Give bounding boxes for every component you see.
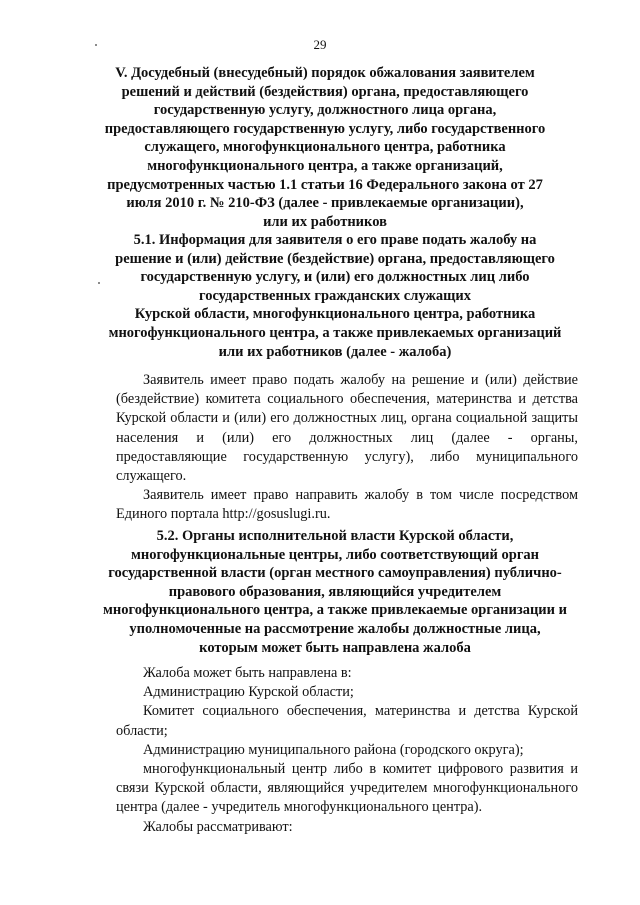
scan-speck — [95, 44, 97, 46]
heading-line: уполномоченные на рассмотрение жалобы должностные лица, — [129, 620, 541, 637]
heading-line: решений и действий (бездействия) органа, предоставляющего — [121, 83, 529, 100]
complaint-rights-paragraphs — [116, 371, 578, 525]
paragraph-line: Администрацию Курской области; — [143, 684, 354, 701]
paragraph-line: предоставляющие государственную услугу), либо муниципального — [116, 448, 578, 465]
heading-line: государственную услугу, должностного лица органа, — [153, 102, 497, 119]
heading-line: многофункционального центра, а также привлекаемые организации и — [103, 602, 567, 619]
heading-line: 5.1. Информация для заявителя о его праве подать жалобу на — [133, 232, 537, 248]
section-5-heading — [90, 64, 560, 231]
paragraph-line: связи Курской области, являющийся учредителем многофункционального — [116, 780, 578, 797]
scan-speck — [98, 282, 100, 284]
paragraph-line: (бездействие) комитета социального обеспечения, материнства и детства — [116, 391, 578, 408]
heading-line: или их работников — [263, 213, 387, 230]
heading-line: предоставляющего государственную услугу, либо государственного — [104, 120, 546, 137]
paragraph-line: Курской области и (или) его должностных лиц, органа социальной защиты — [116, 410, 578, 427]
heading-line: которым может быть направлена жалоба — [199, 639, 471, 656]
complaint-recipients-paragraphs — [116, 664, 578, 837]
heading-line: или их работников (далее - жалоба) — [218, 343, 452, 360]
heading-line: июля 2010 г. № 210-ФЗ (далее - привлекаемые организации), — [126, 195, 524, 212]
heading-line: решение и (или) действие (бездействие) органа, предоставляющего — [115, 250, 555, 267]
paragraph-line: Жалобы рассматривают: — [143, 818, 293, 835]
heading-line: Курской области, многофункционального центра, работника — [134, 306, 536, 323]
paragraph-line: Заявитель имеет право направить жалобу в том числе посредством — [143, 487, 578, 504]
heading-line: V. Досудебный (внесудебный) порядок обжалования заявителем — [115, 65, 535, 81]
heading-line: многофункциональные центры, либо соответствующий орган — [130, 546, 540, 563]
paragraph-line: Единого портала http://gosuslugi.ru. — [116, 506, 331, 523]
paragraph-line: населения и (или) его должностных лиц (далее - органы, — [116, 429, 578, 446]
heading-line: многофункционального центра, а также организаций, — [147, 157, 503, 174]
paragraph-line: Комитет социального обеспечения, материнства и детства Курской — [143, 703, 578, 720]
heading-line: многофункционального центра, а также привлекаемых организаций — [108, 324, 562, 341]
paragraph-line: области; — [116, 722, 168, 739]
heading-line: государственной власти (орган местного самоуправления) публично- — [108, 565, 562, 582]
heading-line: правового образования, являющийся учредителем — [168, 583, 502, 600]
paragraph-line: Заявитель имеет право подать жалобу на решение и (или) действие — [143, 372, 578, 388]
paragraph-line: служащего. — [116, 468, 187, 485]
paragraph-line: многофункциональный центр либо в комитет цифрового развития и — [143, 761, 578, 778]
heading-line: 5.2. Органы исполнительной власти Курской области, — [156, 528, 514, 544]
heading-line: служащего, многофункционального центра, работника — [144, 139, 506, 156]
paragraph-line: Жалоба может быть направлена в: — [143, 665, 352, 681]
heading-line: государственных гражданских служащих — [198, 287, 472, 304]
heading-line: предусмотренных частью 1.1 статьи 16 Федерального закона от 27 — [107, 176, 543, 193]
section-5-2-heading — [90, 527, 580, 657]
heading-line: государственную услугу, и (или) его должностных лиц либо — [140, 269, 530, 286]
section-5-1-heading — [90, 231, 580, 361]
page-number: 29 — [313, 37, 327, 52]
paragraph-line: Администрацию муниципального района (городского округа); — [143, 741, 524, 758]
paragraph-line: центра (далее - учредитель многофункционального центра). — [116, 799, 483, 816]
